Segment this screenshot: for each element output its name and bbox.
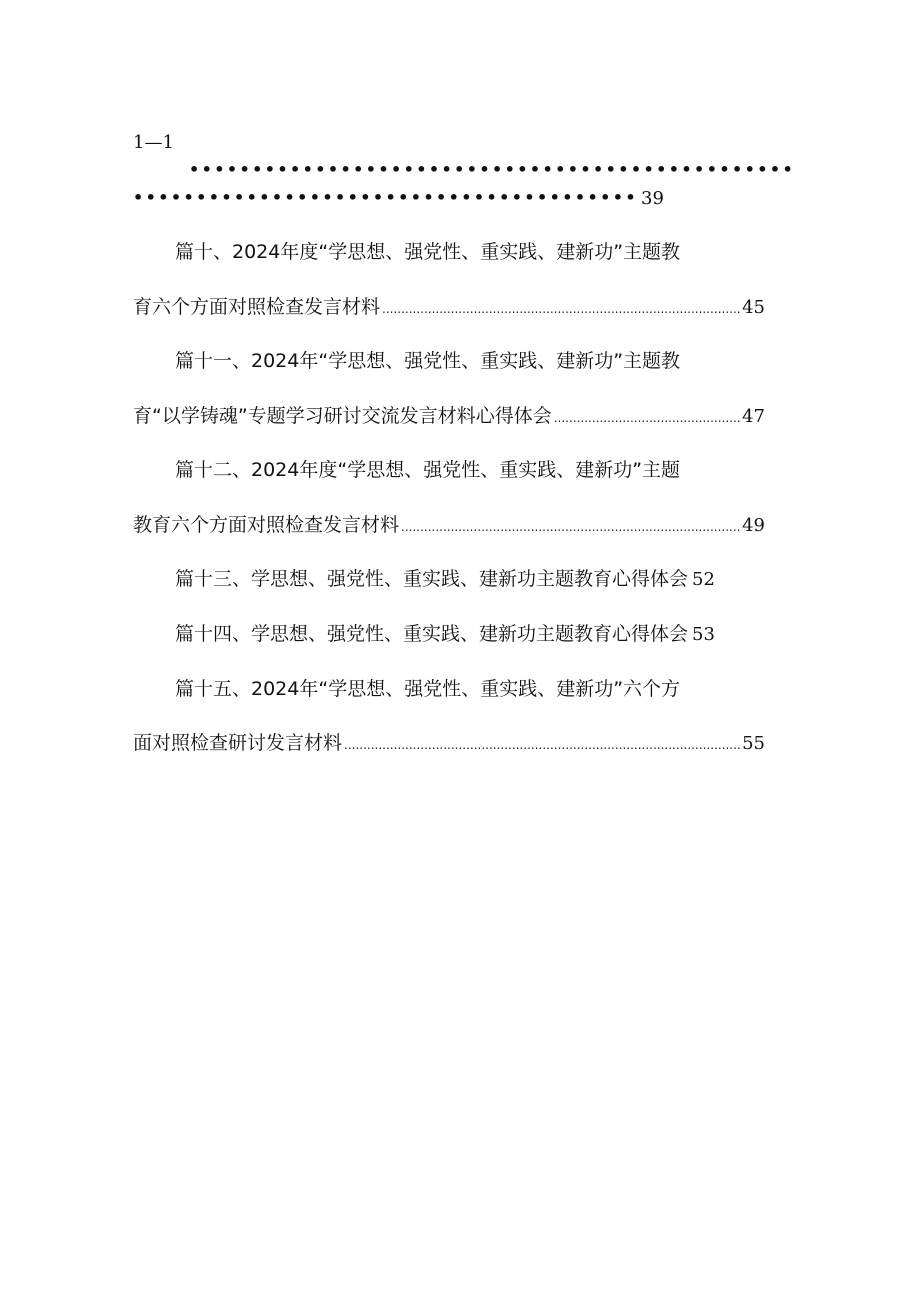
toc-entry-13-row[interactable] bbox=[175, 564, 765, 594]
toc-entry-15-title[interactable]: 篇十五、2024年“学思想、强党性、重实践、建新功”六个方 bbox=[175, 678, 681, 700]
toc-page-number: 53 bbox=[692, 624, 715, 645]
toc-continued-label: 1—1 bbox=[133, 132, 174, 153]
toc-entry-11-title-cont: 育“以学铸魂”专题学习研讨交流发言材料心得体会 bbox=[133, 405, 552, 427]
toc-leader bbox=[401, 512, 740, 540]
toc-entry-11-title[interactable]: 篇十一、2024年“学思想、强党性、重实践、建新功”主题教 bbox=[175, 350, 681, 372]
toc-leader bbox=[554, 403, 740, 431]
toc-entry-12-row[interactable] bbox=[133, 510, 765, 540]
toc-entry-15-row[interactable] bbox=[133, 728, 765, 758]
toc-entry-13-title: 篇十三、学思想、强党性、重实践、建新功主题教育心得体会 bbox=[175, 568, 689, 590]
toc-entry-14-row[interactable] bbox=[175, 619, 765, 649]
toc-leader-bold-2 bbox=[133, 188, 639, 208]
toc-leader-bold-1 bbox=[189, 160, 795, 180]
toc-entry-12-title-cont: 教育六个方面对照检查发言材料 bbox=[133, 514, 400, 536]
toc-continued-row bbox=[133, 186, 664, 210]
toc-leader bbox=[382, 294, 740, 322]
toc-entry-15-title-cont: 面对照检查研讨发言材料 bbox=[133, 732, 343, 754]
toc-entry-12-title[interactable]: 篇十二、2024年度“学思想、强党性、重实践、建新功”主题 bbox=[175, 459, 681, 481]
toc-entry-10-title[interactable]: 篇十、2024年度“学思想、强党性、重实践、建新功”主题教 bbox=[175, 241, 681, 263]
toc-entry-10-row[interactable] bbox=[133, 292, 765, 322]
toc-page-number: 55 bbox=[742, 733, 765, 754]
toc-page-number: 49 bbox=[742, 515, 765, 536]
toc-page-number: 45 bbox=[742, 297, 765, 318]
toc-page-number: 39 bbox=[641, 187, 664, 209]
toc-page-number: 47 bbox=[742, 406, 765, 427]
toc-page-number: 52 bbox=[692, 569, 715, 590]
toc-entry-11-row[interactable] bbox=[133, 401, 765, 431]
toc-leader bbox=[344, 730, 740, 758]
toc-entry-14-title: 篇十四、学思想、强党性、重实践、建新功主题教育心得体会 bbox=[175, 623, 689, 645]
toc-entry-10-title-cont: 育六个方面对照检查发言材料 bbox=[133, 296, 381, 318]
